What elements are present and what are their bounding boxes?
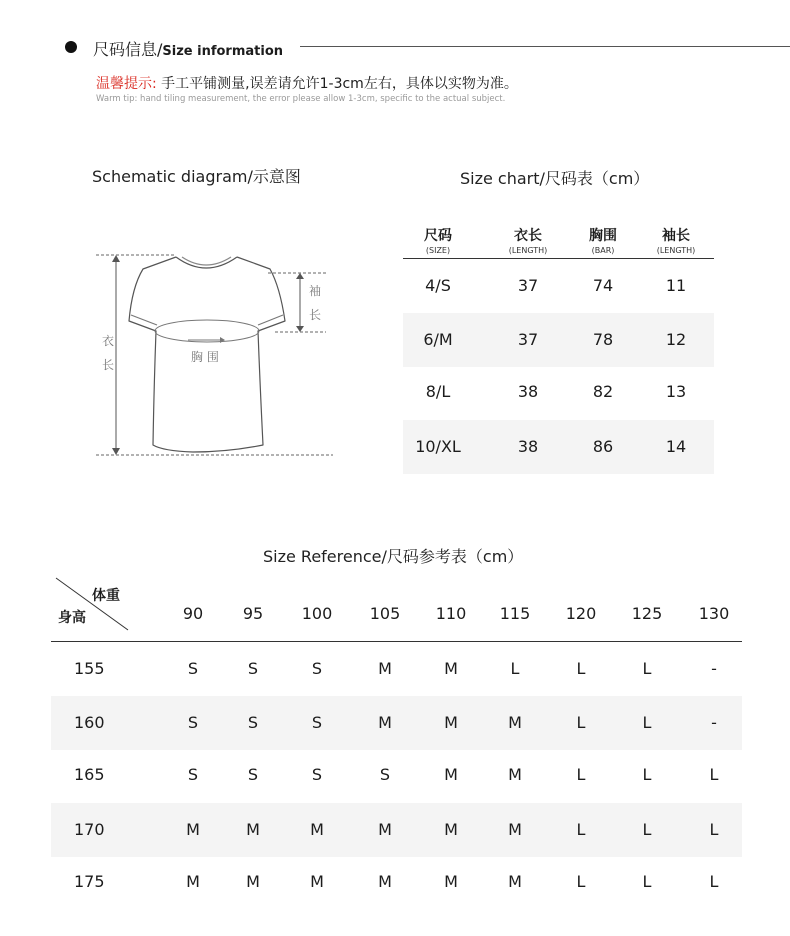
length-label-2: 长	[102, 358, 115, 372]
size-cell: M	[508, 820, 522, 839]
size-cell: S	[187, 713, 199, 732]
size-cell: M	[444, 765, 458, 784]
reference-row	[51, 748, 742, 802]
size-cell: M	[246, 820, 260, 839]
size-cell: L	[642, 820, 652, 839]
reference-title: Size Reference/尺码参考表（cm）	[263, 547, 524, 566]
size-chart-title: Size chart/尺码表（cm）	[460, 169, 650, 188]
size-cell: M	[508, 765, 522, 784]
size-cell: S	[311, 765, 323, 784]
size-cell: S	[247, 765, 259, 784]
reference-row	[51, 855, 742, 909]
size-cell: L	[576, 713, 586, 732]
size-cell: M	[378, 659, 392, 678]
size-chart-row	[403, 313, 714, 367]
size-chart-cell: 10/XL	[415, 437, 461, 456]
size-chart-cell: 8/L	[425, 382, 451, 401]
size-cell: L	[510, 659, 520, 678]
weight-column-header: 130	[698, 604, 730, 623]
warm-tip	[96, 73, 518, 93]
size-chart-header-en: (LENGTH)	[656, 246, 696, 255]
height-value: 170	[74, 820, 105, 839]
size-cell: -	[711, 713, 717, 732]
weight-column-header: 105	[369, 604, 401, 623]
size-cell: M	[444, 872, 458, 891]
size-cell: L	[709, 765, 719, 784]
size-chart-cell: 37	[517, 276, 539, 295]
size-chart-header-cn: 衣长	[514, 228, 542, 244]
size-chart-cell: 11	[665, 276, 687, 295]
header-divider	[300, 46, 790, 47]
size-cell: M	[508, 713, 522, 732]
warm-tip-text: 手工平铺测量,误差请允许1-3cm左右，具体以实物为准。	[161, 76, 518, 92]
size-cell: L	[576, 659, 586, 678]
weight-column-header: 90	[182, 604, 204, 623]
weight-column-header: 110	[435, 604, 467, 623]
sleeve-label-2: 长	[309, 308, 322, 322]
size-chart-cell: 38	[517, 437, 539, 456]
height-value: 175	[74, 872, 105, 891]
size-cell: S	[247, 659, 259, 678]
height-value: 160	[74, 713, 105, 732]
length-label-1: 衣	[102, 334, 115, 348]
size-chart-header-cn: 袖长	[662, 228, 690, 244]
size-chart-header-en: (BAR)	[591, 246, 615, 255]
size-chart-header	[636, 225, 716, 255]
size-cell: M	[310, 872, 324, 891]
size-chart-header-en: (LENGTH)	[508, 246, 548, 255]
size-chart-cell: 38	[517, 382, 539, 401]
bust-measure-ellipse	[155, 320, 259, 342]
size-chart-header	[398, 225, 478, 255]
weight-column-header: 115	[499, 604, 531, 623]
size-cell: L	[642, 659, 652, 678]
size-cell: S	[247, 713, 259, 732]
size-chart-cell: 74	[592, 276, 614, 295]
reference-row	[51, 696, 742, 750]
size-chart-cell: 82	[592, 382, 614, 401]
size-chart-cell: 6/M	[423, 330, 453, 349]
size-cell: S	[311, 659, 323, 678]
reference-row	[51, 642, 742, 696]
size-cell: L	[642, 872, 652, 891]
height-axis-label: 身高	[58, 610, 86, 626]
size-cell: L	[576, 765, 586, 784]
size-cell: M	[246, 872, 260, 891]
size-chart-cell: 78	[592, 330, 614, 349]
size-cell: L	[576, 820, 586, 839]
size-cell: M	[444, 820, 458, 839]
size-chart-row	[403, 420, 714, 474]
weight-column-header: 95	[242, 604, 264, 623]
size-cell: M	[186, 820, 200, 839]
weight-column-header: 125	[631, 604, 663, 623]
section-title-cn: 尺码信息/	[93, 40, 163, 59]
weight-axis-label: 体重	[92, 588, 120, 604]
size-cell: L	[642, 765, 652, 784]
size-cell: -	[711, 659, 717, 678]
section-title	[93, 37, 283, 60]
size-chart-cell: 14	[665, 437, 687, 456]
size-chart-header-cn: 胸围	[589, 228, 617, 244]
size-cell: L	[709, 820, 719, 839]
size-chart-cell: 37	[517, 330, 539, 349]
weight-column-header: 100	[301, 604, 333, 623]
warm-tip-english: Warm tip: hand tiling measurement, the error please allow 1-3cm, specific to the actual subject.	[96, 94, 506, 104]
height-value: 165	[74, 765, 105, 784]
sleeve-label-1: 袖	[309, 284, 322, 298]
size-chart-cell: 13	[665, 382, 687, 401]
size-cell: M	[378, 872, 392, 891]
size-chart-cell: 12	[665, 330, 687, 349]
height-value: 155	[74, 659, 105, 678]
section-title-en: Size information	[162, 44, 284, 59]
weight-column-header: 120	[565, 604, 597, 623]
size-chart-row	[403, 259, 714, 313]
size-cell: S	[311, 713, 323, 732]
size-chart-header	[563, 225, 643, 255]
size-cell: L	[709, 872, 719, 891]
warm-tip-label: 温馨提示:	[96, 76, 157, 92]
size-chart-header-en: (SIZE)	[425, 246, 451, 255]
tshirt-diagram	[88, 245, 333, 465]
size-cell: M	[444, 659, 458, 678]
schematic-title: Schematic diagram/示意图	[92, 167, 301, 186]
size-cell: L	[576, 872, 586, 891]
size-cell: M	[508, 872, 522, 891]
size-chart-header-cn: 尺码	[424, 228, 452, 244]
size-cell: S	[379, 765, 391, 784]
size-chart-cell: 86	[592, 437, 614, 456]
size-cell: M	[378, 713, 392, 732]
size-cell: M	[186, 872, 200, 891]
reference-row	[51, 803, 742, 857]
bullet-dot	[65, 41, 77, 53]
size-cell: S	[187, 659, 199, 678]
size-chart-header	[488, 225, 568, 255]
size-chart-row	[403, 365, 714, 419]
size-chart-cell: 4/S	[425, 276, 451, 295]
size-cell: M	[310, 820, 324, 839]
size-cell: M	[378, 820, 392, 839]
bust-label: 胸 围	[191, 350, 219, 364]
size-cell: L	[642, 713, 652, 732]
size-cell: S	[187, 765, 199, 784]
size-cell: M	[444, 713, 458, 732]
